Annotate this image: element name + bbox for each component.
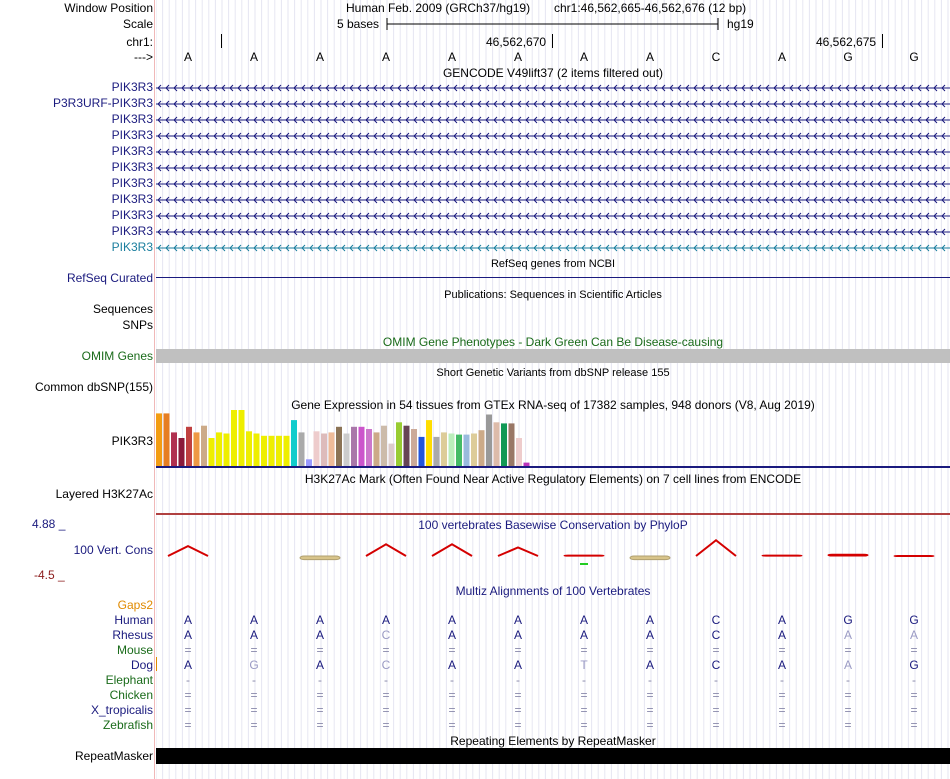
alignment-base: A (315, 658, 324, 672)
base-letter: A (645, 50, 654, 64)
alignment-base: = (382, 718, 390, 732)
phylop-score-mark (828, 554, 868, 556)
gtex-tissue-bar (321, 434, 327, 467)
alignment-base: A (249, 628, 258, 642)
omim-track-title[interactable]: OMIM Gene Phenotypes - Dark Green Can Be Disease-causing (382, 335, 724, 349)
alignment-base: A (513, 658, 522, 672)
h3k27ac-baseline (156, 513, 950, 515)
ruler-tick (882, 34, 883, 48)
alignment-base: C (381, 628, 391, 642)
gtex-tissue-bar (456, 435, 462, 466)
multiz-track-title[interactable]: Multiz Alignments of 100 Vertebrates (455, 584, 651, 598)
ruler-tick-label-2: 46,562,675 (816, 35, 877, 49)
species-label[interactable]: Zebrafish (102, 718, 153, 732)
gtex-tissue-bar (449, 434, 455, 467)
alignment-base: A (513, 613, 522, 627)
alignment-base: = (778, 703, 786, 717)
gencode-gene-label[interactable]: PIK3R3 (111, 176, 153, 190)
alignment-base: = (448, 703, 456, 717)
repeatmasker-track-title[interactable]: Repeating Elements by RepeatMasker (450, 734, 656, 748)
gencode-gene-label[interactable]: PIK3R3 (111, 224, 153, 238)
gtex-tissue-bar (336, 427, 342, 466)
alignment-base: = (382, 703, 390, 717)
gtex-tissue-bar (306, 459, 312, 466)
gtex-tissue-bar (486, 415, 492, 467)
alignment-base: = (184, 688, 192, 702)
alignment-base: = (448, 688, 456, 702)
gtex-tissue-bar (231, 410, 237, 466)
h3k27ac-track-title[interactable]: H3K27Ac Mark (Often Found Near Active Regulatory Elements) on 7 cell lines from ENCODE (304, 472, 802, 486)
snps-label[interactable]: SNPs (122, 318, 153, 332)
alignment-base: = (184, 703, 192, 717)
gtex-expression-chart[interactable] (156, 410, 556, 468)
phylop-score-mark (630, 556, 670, 560)
gtex-tissue-bar (344, 434, 350, 467)
base-letter: A (249, 50, 258, 64)
base-letter: C (711, 50, 721, 64)
gtex-tissue-bar (501, 423, 507, 466)
gencode-gene-label[interactable]: PIK3R3 (111, 192, 153, 206)
phylop-conservation-chart[interactable] (156, 530, 950, 574)
scale-text: 5 bases (337, 17, 380, 31)
ruler-tick (552, 34, 553, 48)
phylop-score-mark (696, 540, 736, 556)
alignment-base: = (844, 703, 852, 717)
alignment-base: = (316, 703, 324, 717)
gtex-tissue-bar (269, 436, 275, 466)
alignment-base: - (714, 673, 718, 687)
gtex-tissue-bar (494, 422, 500, 466)
repeatmasker-element-bar[interactable] (156, 748, 950, 764)
alignment-base: A (843, 658, 852, 672)
alignment-base: = (580, 688, 588, 702)
gtex-tissue-bar (276, 436, 282, 466)
gtex-tissue-bar (239, 410, 245, 466)
alignment-base: A (909, 628, 918, 642)
refseq-track-title[interactable]: RefSeq genes from NCBI (490, 258, 616, 270)
gtex-tissue-bar (426, 420, 432, 466)
strand-arrow-label[interactable]: ---> (134, 50, 153, 64)
alignment-base: A (777, 628, 786, 642)
base-letter: A (315, 50, 324, 64)
alignment-base: A (645, 628, 654, 642)
alignment-base: A (447, 613, 456, 627)
alignment-base: C (711, 628, 721, 642)
alignment-base: A (513, 628, 522, 642)
gtex-tissue-bar (359, 427, 365, 466)
alignment-base: = (646, 718, 654, 732)
gtex-tissue-bar (464, 435, 470, 466)
alignment-base: A (579, 628, 588, 642)
alignment-base: = (580, 718, 588, 732)
alignment-base: = (712, 703, 720, 717)
refseq-label[interactable]: RefSeq Curated (66, 271, 153, 285)
gencode-gene-label[interactable]: P3R3URF-PIK3R3 (52, 96, 153, 110)
species-label[interactable]: Human (114, 613, 153, 627)
gtex-tissue-bar (441, 432, 447, 466)
gencode-gene-label[interactable]: PIK3R3 (111, 144, 153, 158)
alignment-base: - (186, 673, 190, 687)
window-position-label[interactable]: Window Position (64, 1, 153, 15)
alignment-base: = (646, 643, 654, 657)
gtex-tissue-bar (314, 431, 320, 466)
gencode-gene-label[interactable]: PIK3R3 (111, 80, 153, 94)
dbsnp-track-title[interactable]: Short Genetic Variants from dbSNP release 155 (436, 367, 670, 379)
alignment-base: A (579, 613, 588, 627)
alignment-base: A (843, 628, 852, 642)
alignment-base: A (315, 613, 324, 627)
gtex-tissue-bar (224, 434, 230, 467)
alignment-base: - (450, 673, 454, 687)
base-letter: A (579, 50, 588, 64)
alignment-base: - (648, 673, 652, 687)
alignment-base: = (778, 718, 786, 732)
alignment-base: - (846, 673, 850, 687)
alignment-base: A (777, 658, 786, 672)
gencode-gene-label[interactable]: PIK3R3 (111, 240, 153, 254)
alignment-base: = (250, 688, 258, 702)
repeatmasker-label[interactable]: RepeatMasker (74, 749, 153, 763)
alignment-base: T (580, 658, 588, 672)
base-letter: A (777, 50, 786, 64)
alignment-base: = (646, 688, 654, 702)
phylop-ymin: -4.5 _ (34, 568, 65, 582)
alignment-base: = (646, 703, 654, 717)
alignment-base: = (514, 718, 522, 732)
gtex-tissue-bar (434, 437, 440, 466)
alignment-base: = (910, 688, 918, 702)
scale-label[interactable]: Scale (122, 17, 153, 31)
alignment-base: = (316, 688, 324, 702)
alignment-base: - (318, 673, 322, 687)
gtex-tissue-bar (404, 426, 410, 466)
alignment-base: G (843, 613, 853, 627)
alignment-base: = (448, 718, 456, 732)
alignment-base: G (249, 658, 259, 672)
alignment-base: - (912, 673, 916, 687)
alignment-base: A (777, 613, 786, 627)
gtex-tissue-bar (284, 436, 290, 466)
alignment-base: A (183, 613, 192, 627)
phylop-score-mark (894, 556, 934, 557)
gtex-tissue-bar (201, 426, 207, 466)
species-label[interactable]: Chicken (109, 688, 153, 702)
assembly-text: Human Feb. 2009 (GRCh37/hg19) (346, 1, 531, 15)
alignment-base: = (514, 688, 522, 702)
gtex-tissue-bar (479, 430, 485, 466)
gaps-label[interactable]: Gaps2 (117, 598, 153, 612)
phylop-score-mark (366, 544, 406, 556)
alignment-base: = (250, 718, 258, 732)
alignment-base: = (448, 643, 456, 657)
gtex-tissue-bar (156, 413, 162, 466)
alignment-base: - (516, 673, 520, 687)
base-letter: A (447, 50, 456, 64)
gtex-track-title[interactable]: Gene Expression in 54 tissues from GTEx RNA-seq of 17382 samples, 948 donors (V8, Aug 2019) (291, 398, 815, 412)
omim-gene-bar[interactable] (156, 349, 950, 363)
alignment-base: = (184, 718, 192, 732)
omim-label[interactable]: OMIM Genes (81, 349, 153, 363)
ruler-tick-label-1: 46,562,670 (486, 35, 547, 49)
gtex-tissue-bar (246, 431, 252, 466)
phylop-score-mark (564, 555, 604, 556)
dbsnp-label[interactable]: Common dbSNP(155) (34, 380, 153, 394)
gtex-label[interactable]: PIK3R3 (111, 434, 153, 448)
species-label[interactable]: Mouse (116, 643, 153, 657)
gtex-tissue-bar (509, 423, 515, 466)
alignment-base: = (514, 643, 522, 657)
gtex-tissue-bar (411, 429, 417, 466)
gencode-gene-label[interactable]: PIK3R3 (111, 128, 153, 142)
gtex-tissue-bar (186, 427, 192, 466)
alignment-base: G (909, 658, 919, 672)
gencode-gene-models[interactable] (156, 80, 950, 256)
alignment-base: = (250, 703, 258, 717)
gtex-tissue-bar (171, 432, 177, 466)
publications-track-title[interactable]: Publications: Sequences in Scientific Articles (444, 289, 662, 301)
gtex-tissue-bar (291, 420, 297, 466)
alignment-base: A (381, 613, 390, 627)
gap-marker (156, 657, 157, 671)
ruler-tick (221, 34, 222, 48)
gtex-tissue-bar (329, 432, 335, 466)
alignment-base: A (447, 658, 456, 672)
gencode-gene-label[interactable]: PIK3R3 (111, 208, 153, 222)
alignment-base: A (447, 628, 456, 642)
phylop-score-mark (762, 555, 802, 556)
alignment-base: = (712, 643, 720, 657)
gencode-gene-label[interactable]: PIK3R3 (111, 160, 153, 174)
phylop-ymax: 4.88 _ (32, 517, 66, 531)
alignment-base: = (778, 688, 786, 702)
alignment-base: = (910, 703, 918, 717)
gencode-gene-label[interactable]: PIK3R3 (111, 112, 153, 126)
alignment-base: A (645, 613, 654, 627)
phylop-label[interactable]: 100 Vert. Cons (73, 543, 153, 557)
gtex-tissue-bar (164, 413, 170, 466)
chr-label[interactable]: chr1: (126, 35, 153, 49)
alignment-base: = (844, 718, 852, 732)
alignment-base: A (183, 628, 192, 642)
gtex-tissue-bar (396, 422, 402, 466)
position-text: chr1:46,562,665-46,562,676 (12 bp) (554, 1, 747, 15)
gtex-tissue-bar (374, 432, 380, 466)
alignment-base: C (711, 613, 721, 627)
alignment-base: = (844, 688, 852, 702)
species-label[interactable]: Rhesus (112, 628, 153, 642)
alignment-base: = (580, 703, 588, 717)
alignment-base: = (316, 718, 324, 732)
gtex-tissue-bar (261, 436, 267, 466)
alignment-base: A (183, 658, 192, 672)
alignment-base: G (909, 613, 919, 627)
gtex-tissue-bar (179, 438, 185, 466)
alignment-base: = (910, 643, 918, 657)
alignment-base: A (249, 613, 258, 627)
species-label[interactable]: Elephant (105, 673, 153, 687)
gtex-tissue-bar (381, 426, 387, 466)
gtex-tissue-bar (194, 432, 200, 466)
h3k27ac-label[interactable]: Layered H3K27Ac (55, 487, 153, 501)
alignment-base: = (712, 718, 720, 732)
alignment-base: - (582, 673, 586, 687)
phylop-score-mark (580, 563, 588, 565)
alignment-base: = (514, 703, 522, 717)
phylop-score-mark (432, 544, 472, 556)
phylop-track-title[interactable]: 100 vertebrates Basewise Conservation by PhyloP (418, 518, 688, 532)
phylop-score-mark (168, 546, 208, 556)
phylop-score-mark (498, 547, 538, 556)
db-text: hg19 (727, 17, 754, 31)
alignment-base: C (381, 658, 391, 672)
alignment-base: A (645, 658, 654, 672)
gtex-tissue-bar (254, 434, 260, 467)
species-label[interactable]: X_tropicalis (90, 703, 153, 717)
scale-bar (386, 16, 726, 32)
alignment-base: = (184, 643, 192, 657)
gtex-tissue-bar (366, 429, 372, 466)
label-separator (154, 0, 155, 779)
gtex-tissue-bar (209, 438, 215, 466)
sequences-label[interactable]: Sequences (92, 302, 153, 316)
alignment-base: - (252, 673, 256, 687)
alignment-base: = (778, 643, 786, 657)
base-letter: A (183, 50, 192, 64)
base-letter: A (513, 50, 522, 64)
gtex-tissue-bar (419, 437, 425, 466)
alignment-base: = (712, 688, 720, 702)
gtex-tissue-bar (299, 432, 305, 466)
gtex-tissue-bar (471, 434, 477, 467)
alignment-base: = (382, 688, 390, 702)
alignment-base: A (315, 628, 324, 642)
gencode-track-title[interactable]: GENCODE V49lift37 (2 items filtered out) (442, 66, 664, 80)
alignment-base: = (316, 643, 324, 657)
gtex-baseline (156, 466, 950, 468)
base-letter: G (843, 50, 853, 64)
species-label[interactable]: Dog (130, 658, 153, 672)
alignment-base: C (711, 658, 721, 672)
alignment-base: = (250, 643, 258, 657)
alignment-base: = (844, 643, 852, 657)
alignment-base: - (384, 673, 388, 687)
phylop-score-mark (300, 556, 340, 560)
alignment-base: = (910, 718, 918, 732)
alignment-base: = (580, 643, 588, 657)
gtex-tissue-bar (516, 438, 522, 466)
base-letter: A (381, 50, 390, 64)
alignment-base: - (780, 673, 784, 687)
base-letter: G (909, 50, 919, 64)
alignment-base: = (382, 643, 390, 657)
gtex-tissue-bar (216, 432, 222, 466)
refseq-gene-line[interactable] (156, 277, 950, 278)
gtex-tissue-bar (389, 444, 395, 466)
gtex-tissue-bar (351, 427, 357, 466)
